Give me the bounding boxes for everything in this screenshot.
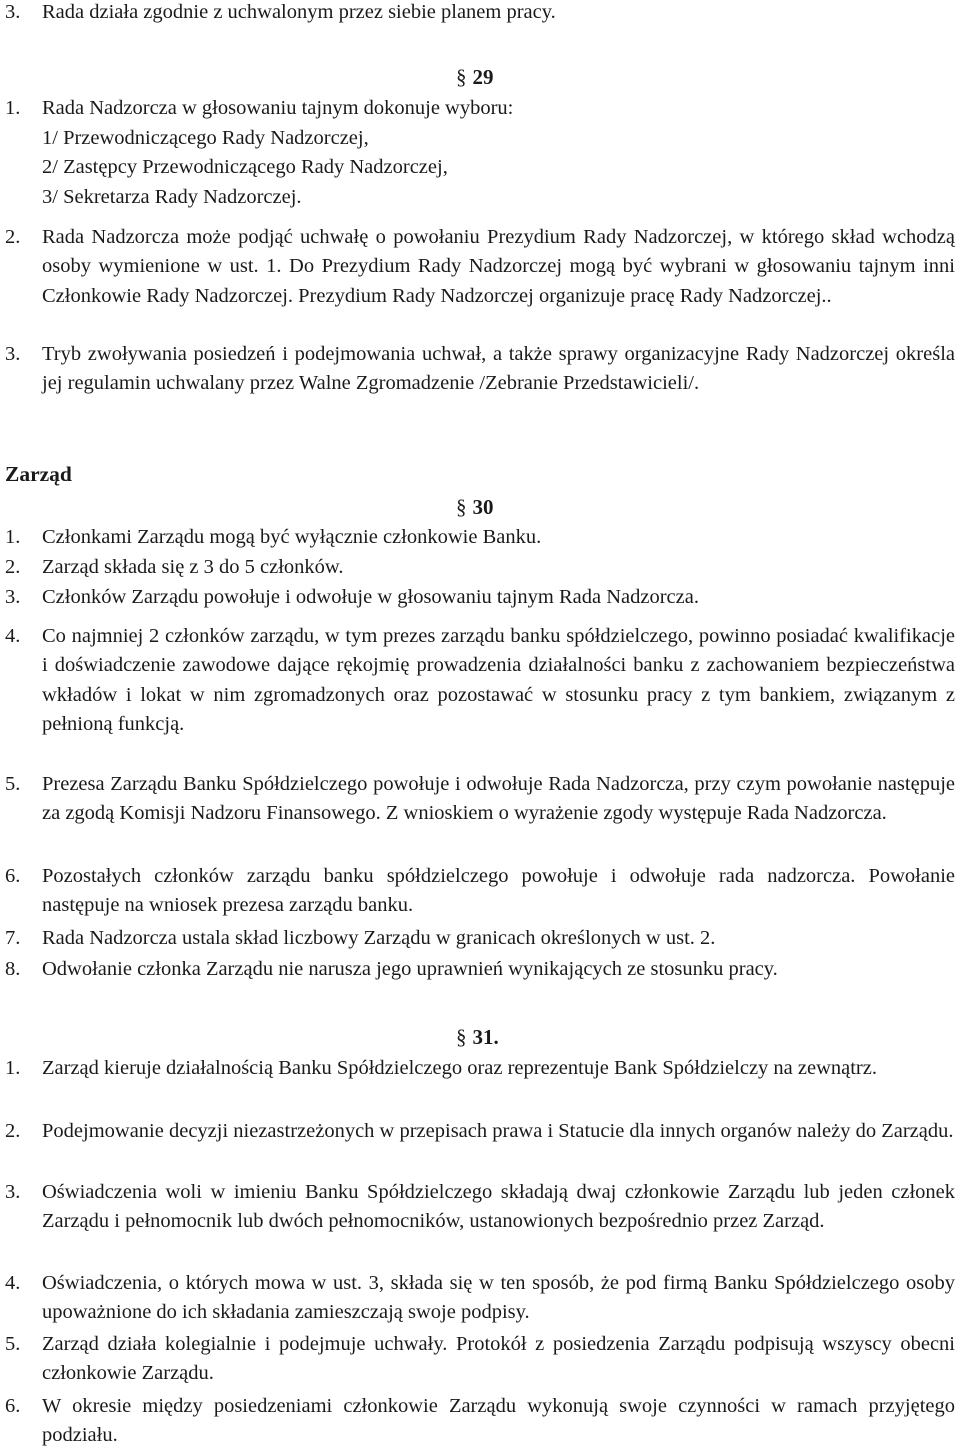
paragraph-text: Zarząd składa się z 3 do 5 członków. xyxy=(42,556,344,578)
s30-item-7 xyxy=(5,924,955,953)
paragraph-number: 4. xyxy=(5,1272,21,1294)
section-heading-29 xyxy=(456,62,494,92)
s31-item-5 xyxy=(5,1330,955,1389)
paragraph-number: 2. xyxy=(5,226,21,248)
s31-item-2 xyxy=(5,1117,955,1146)
section-number: 30 xyxy=(472,495,494,519)
section-sign-icon: § xyxy=(456,1025,467,1049)
s30-item-3 xyxy=(5,583,955,612)
section-number: 29 xyxy=(472,65,494,89)
paragraph-text: Rada Nadzorcza w głosowaniu tajnym dokonuje wyboru: xyxy=(42,97,514,119)
section-sign-icon: § xyxy=(456,65,467,89)
paragraph-text: Odwołanie członka Zarządu nie narusza jego uprawnień wynikających ze stosunku pracy. xyxy=(42,958,778,980)
paragraph-text: Członkami Zarządu mogą być wyłącznie członkowie Banku. xyxy=(42,526,542,548)
s29-sub-item-1: 1/ Przewodniczącego Rady Nadzorczej, xyxy=(42,127,369,149)
s31-item-3 xyxy=(5,1178,955,1237)
s30-item-1 xyxy=(5,523,955,552)
s29-paragraph-3 xyxy=(5,340,955,399)
s29-paragraph-1 xyxy=(5,94,955,123)
s30-item-8 xyxy=(5,955,955,984)
paragraph-number: 1. xyxy=(5,1057,21,1079)
paragraph-rada-plan xyxy=(5,0,955,27)
paragraph-number: 3. xyxy=(5,1,21,23)
paragraph-number: 5. xyxy=(5,1333,21,1355)
paragraph-number: 1. xyxy=(5,526,21,548)
paragraph-text: Oświadczenia woli w imieniu Banku Spółdzielczego składają dwaj członkowie Zarządu lub jeden członek Zarządu i pełnomocnik lub dwóch pełnomocników, ustanowionych bezpośrednio przez Zarząd. xyxy=(42,1181,955,1233)
paragraph-text: Zarząd kieruje działalnością Banku Spółdzielczego oraz reprezentuje Bank Spółdzielczy na zewnątrz. xyxy=(42,1057,877,1079)
section-number: 31. xyxy=(472,1025,499,1049)
paragraph-number: 5. xyxy=(5,773,21,795)
s30-item-6 xyxy=(5,862,955,921)
paragraph-text: Rada Nadzorcza ustala skład liczbowy Zarządu w granicach określonych w ust. 2. xyxy=(42,927,716,949)
paragraph-number: 2. xyxy=(5,1120,21,1142)
paragraph-number: 1. xyxy=(5,97,21,119)
paragraph-text: Rada działa zgodnie z uchwalonym przez siebie planem pracy. xyxy=(42,1,556,23)
section-sign-icon: § xyxy=(456,495,467,519)
s31-item-6 xyxy=(5,1392,955,1451)
s29-sub-item-3: 3/ Sekretarza Rady Nadzorczej. xyxy=(42,186,302,208)
s30-item-4 xyxy=(5,622,955,740)
paragraph-text: Prezesa Zarządu Banku Spółdzielczego powołuje i odwołuje Rada Nadzorcza, przy czym powołanie następuje za zgodą Komisji Nadzoru Finansowego. Z wnioskiem o wyrażenie zgody występuje Rada Nadzorcza. xyxy=(42,773,955,825)
paragraph-number: 3. xyxy=(5,343,21,365)
paragraph-text: Rada Nadzorcza może podjąć uchwałę o powołaniu Prezydium Rady Nadzorczej, w którego skład wchodzą osoby wymienione w ust. 1. Do Prezydium Rady Nadzorczej mogą być wybrani w głosowaniu tajnym inni Członkowie Rady Nadzorczej. Prezydium Rady Nadzorczej organizuje pracę Rady Nadzorczej.. xyxy=(42,226,955,307)
paragraph-number: 2. xyxy=(5,556,21,578)
paragraph-text: Co najmniej 2 członków zarządu, w tym prezes zarządu banku spółdzielczego, powinno posiadać kwalifikacje i doświadczenie zawodowe dające rękojmię prowadzenia działalności banku z zachowaniem bezpieczeństwa wkładów i lokat w nim zgromadzonych oraz pozostawać w stosunku pracy z tym bankiem, związanym z pełnioną funkcją. xyxy=(42,625,955,736)
paragraph-text: Podejmowanie decyzji niezastrzeżonych w przepisach prawa i Statucie dla innych organów należy do Zarządu. xyxy=(42,1120,954,1142)
paragraph-text: Oświadczenia, o których mowa w ust. 3, składa się w ten sposób, że pod firmą Banku Spółdzielczego osoby upoważnione do ich składania zamieszczają swoje podpisy. xyxy=(42,1272,955,1324)
section-heading-30 xyxy=(456,492,494,522)
paragraph-number: 3. xyxy=(5,1181,21,1203)
s30-item-2 xyxy=(5,553,955,582)
paragraph-text: Tryb zwoływania posiedzeń i podejmowania uchwał, a także sprawy organizacyjne Rady Nadzorczej określa jej regulamin uchwalany przez Walne Zgromadzenie /Zebranie Przedstawicieli/. xyxy=(42,343,955,395)
paragraph-text: Członków Zarządu powołuje i odwołuje w głosowaniu tajnym Rada Nadzorcza. xyxy=(42,586,699,608)
paragraph-number: 4. xyxy=(5,625,21,647)
s29-paragraph-2 xyxy=(5,223,955,311)
s30-item-5 xyxy=(5,770,955,829)
paragraph-number: 6. xyxy=(5,865,21,887)
s31-item-4 xyxy=(5,1269,955,1328)
paragraph-text: Zarząd działa kolegialnie i podejmuje uchwały. Protokół z posiedzenia Zarządu podpisują wszyscy obecni członkowie Zarządu. xyxy=(42,1333,955,1385)
paragraph-text: W okresie między posiedzeniami członkowie Zarządu wykonują swoje czynności w ramach przyjętego podziału. xyxy=(42,1395,955,1447)
paragraph-text: Pozostałych członków zarządu banku spółdzielczego powołuje i odwołuje rada nadzorcza. Powołanie następuje na wniosek prezesa zarządu banku. xyxy=(42,865,955,917)
paragraph-number: 6. xyxy=(5,1395,21,1417)
section-heading-31 xyxy=(456,1022,499,1052)
paragraph-number: 8. xyxy=(5,958,21,980)
s31-item-1 xyxy=(5,1054,955,1083)
chapter-heading: Zarząd xyxy=(5,462,72,486)
s29-sub-item-2: 2/ Zastępcy Przewodniczącego Rady Nadzorczej, xyxy=(42,156,448,178)
paragraph-number: 3. xyxy=(5,586,21,608)
paragraph-number: 7. xyxy=(5,927,21,949)
